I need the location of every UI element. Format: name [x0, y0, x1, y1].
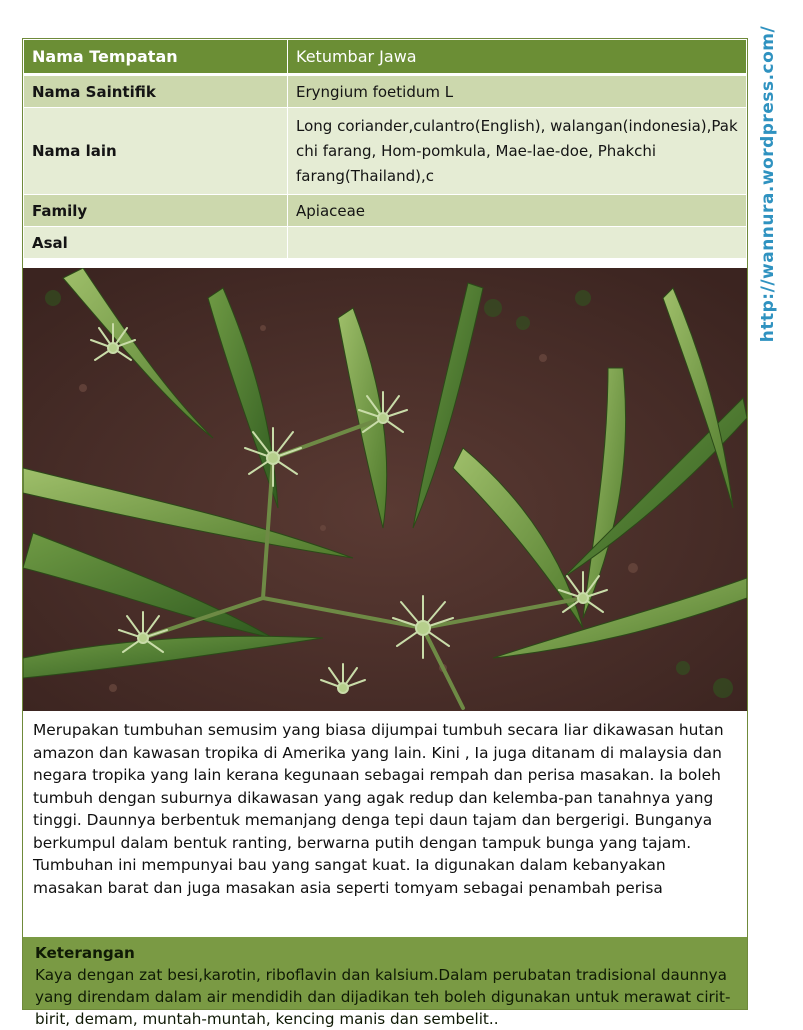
- row-value-cell: Eryngium foetidum L: [288, 75, 747, 108]
- table-row: [24, 227, 747, 259]
- row-value-cell: Apiaceae: [288, 195, 747, 227]
- plant-description: Merupakan tumbuhan semusim yang biasa dijumpai tumbuh secara liar dikawasan hutan amazon dan kawasan tropika di Amerika yang lain. Kini , Ia juga ditanam di malaysia dan negara tropika yang lain kerana kegunaan sebagai rempah dan perisa masakan. Ia boleh tumbuh dengan suburnya dikawasan yang agak redup dan kelemba-pan tanahnya yang tinggi. Daunnya berbentuk memanjang denga tepi daun tajam dan bergerigi. Bunganya berkumpul dalam bentuk ranting, berwarna putih dengan tampuk bunga yang tajam. Tumbuhan ini mempunyai bau yang sangat kuat. Ia digunakan dalam kebanyakan masakan barat dan juga masakan asia seperti tomyam sebagai penambah perisa: [23, 711, 747, 937]
- culantro-plant-illustration: [23, 268, 747, 711]
- table-row: [24, 75, 747, 108]
- header-key-cell: Nama Tempatan: [24, 40, 288, 75]
- row-value-cell: [288, 227, 747, 259]
- watermark: [752, 25, 784, 343]
- row-key-cell: Family: [24, 195, 288, 227]
- plant-info-sheet: [22, 38, 748, 1028]
- header-value-cell: Ketumbar Jawa: [288, 40, 747, 75]
- table-row: [24, 195, 747, 227]
- watermark-url: http://wannura.wordpress.com/: [758, 25, 778, 343]
- notes-panel: [23, 937, 747, 1028]
- table-header-row: [24, 40, 747, 75]
- plant-photo: [23, 268, 747, 711]
- plant-info-table: [23, 39, 747, 259]
- table-row: [24, 108, 747, 195]
- notes-title: Keterangan: [35, 944, 135, 962]
- notes-text: Kaya dengan zat besi,karotin, riboflavin dan kalsium.Dalam perubatan tradisional daunnya yang direndam dalam air mendidih dan dijadikan teh boleh digunakan untuk merawat cirit-birit, demam, muntah-muntah, kencing manis dan sembelit..: [35, 966, 731, 1028]
- row-value-cell: Long coriander,culantro(English), walangan(indonesia),Pak chi farang, Hom-pomkula, Mae-lae-doe, Phakchi farang(Thailand),c: [288, 108, 747, 195]
- row-key-cell: Asal: [24, 227, 288, 259]
- row-key-cell: Nama Saintifik: [24, 75, 288, 108]
- row-key-cell: Nama lain: [24, 108, 288, 195]
